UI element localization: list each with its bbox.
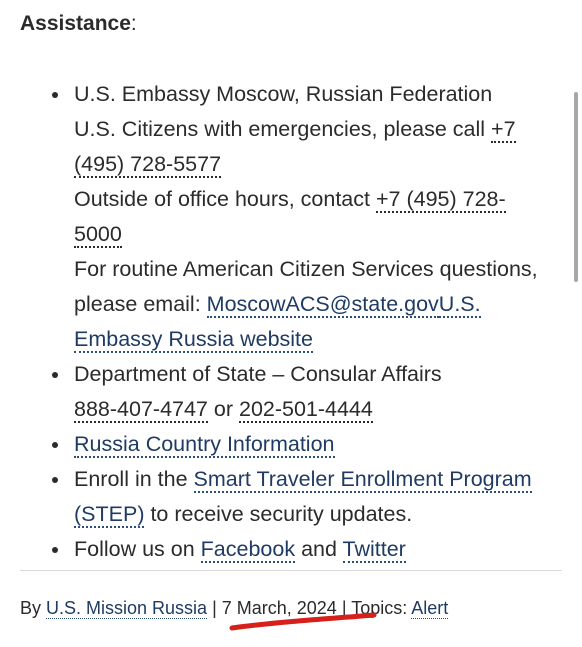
- social-prefix: Follow us on: [74, 537, 201, 561]
- embassy-name: U.S. Embassy Moscow, Russian Federation: [74, 82, 493, 106]
- divider: [20, 570, 562, 571]
- step-prefix: Enroll in the: [74, 467, 194, 491]
- assistance-list: [48, 77, 548, 567]
- post-date: 7 March, 2024: [221, 598, 337, 618]
- embassy-website-link-continued[interactable]: Embassy Russia website: [74, 327, 313, 351]
- heading-label: Assistance: [20, 12, 131, 35]
- consular-name: Department of State – Consular Affairs: [74, 362, 442, 386]
- list-item-country-info: [48, 427, 548, 462]
- topics-label: Topics:: [351, 598, 412, 618]
- step-link-continued[interactable]: (STEP): [74, 502, 145, 526]
- meta-separator: |: [336, 598, 352, 618]
- emergency-phone-continued: [74, 147, 548, 182]
- list-item-consular: [48, 357, 548, 427]
- email-label: please email:: [74, 292, 207, 316]
- email-link[interactable]: MoscowACS@state.gov: [206, 292, 439, 316]
- list-item-embassy: [48, 77, 548, 357]
- author-link[interactable]: U.S. Mission Russia: [46, 598, 208, 618]
- list-item-step: [48, 462, 548, 532]
- website-line: [74, 322, 548, 357]
- after-hours-line: [74, 182, 548, 252]
- step-line-2: [74, 497, 548, 532]
- consular-phones: [74, 392, 548, 427]
- by-label: By: [20, 598, 47, 618]
- emergency-line: [74, 112, 548, 147]
- step-suffix: to receive security updates.: [144, 502, 413, 526]
- meta-separator: |: [207, 598, 222, 618]
- consular-phone-link-2[interactable]: 202-501-4444: [238, 397, 373, 421]
- embassy-website-link[interactable]: U.S.: [438, 292, 481, 316]
- twitter-link[interactable]: Twitter: [342, 537, 406, 561]
- after-hours-phone-link[interactable]: +7 (495) 728-5000: [74, 187, 506, 246]
- after-hours-text: Outside of office hours, contact: [74, 187, 376, 211]
- or-text: or: [207, 397, 239, 421]
- routine-line: For routine American Citizen Services questions,: [74, 257, 538, 281]
- list-item-social: [48, 532, 548, 567]
- step-line: [74, 462, 548, 497]
- heading-colon: :: [130, 12, 137, 35]
- facebook-link[interactable]: Facebook: [200, 537, 296, 561]
- and-text: and: [295, 537, 343, 561]
- section-heading: [20, 10, 137, 38]
- red-underline-annotation: [228, 609, 378, 633]
- emergency-phone-link-continued[interactable]: (495) 728-5577: [74, 152, 222, 176]
- scrollbar[interactable]: [574, 92, 578, 282]
- country-info-link[interactable]: Russia Country Information: [74, 432, 335, 456]
- email-line: [74, 287, 548, 322]
- step-link[interactable]: Smart Traveler Enrollment Program: [193, 467, 532, 491]
- consular-phone-link-1[interactable]: 888-407-4747: [74, 397, 208, 421]
- topic-alert-link[interactable]: Alert: [411, 598, 449, 618]
- emergency-text: U.S. Citizens with emergencies, please call: [74, 117, 492, 141]
- emergency-phone-link[interactable]: +7: [491, 117, 516, 141]
